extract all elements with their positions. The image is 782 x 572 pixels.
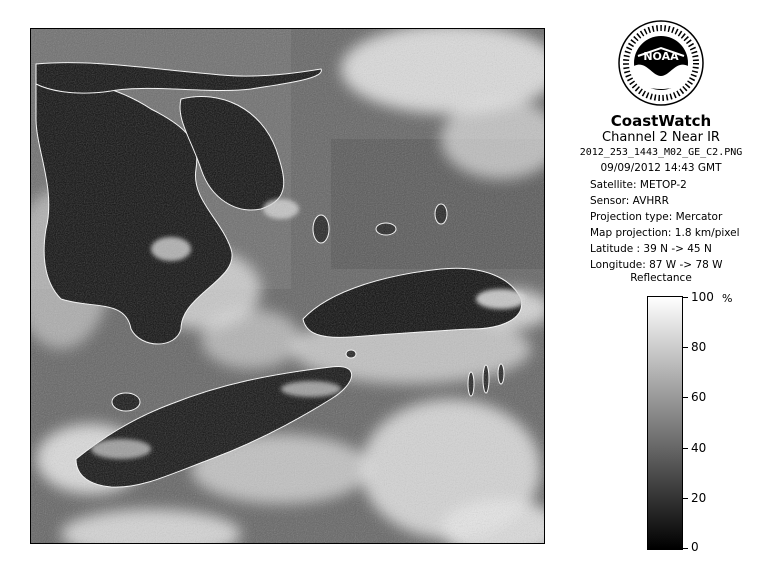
colorbar-tick-label: 40 xyxy=(691,441,707,455)
logo-center-text: NOAA xyxy=(643,50,679,63)
colorbar-tick-label: 100 xyxy=(691,290,714,304)
sensor-text: Sensor: AVHRR xyxy=(590,195,669,207)
projection-type-text: Projection type: Mercator xyxy=(590,211,723,223)
colorbar-tick-label: 80 xyxy=(691,340,707,354)
noaa-logo xyxy=(618,20,704,106)
colorbar-tick xyxy=(682,297,688,298)
satellite-text: Satellite: METOP-2 xyxy=(590,179,687,191)
colorbar-unit: % xyxy=(722,292,733,305)
reflectance-colorbar xyxy=(647,296,683,550)
colorbar-tick xyxy=(682,498,688,499)
colorbar-tick xyxy=(682,448,688,449)
colorbar-tick-label: 0 xyxy=(691,540,699,554)
colorbar-title: Reflectance xyxy=(630,272,692,284)
satellite-image xyxy=(30,28,545,544)
colorbar-tick-label: 20 xyxy=(691,491,707,505)
channel-title: Channel 2 Near IR xyxy=(602,130,720,145)
longitude-text: Longitude: 87 W -> 78 W xyxy=(590,259,723,271)
colorbar-tick xyxy=(682,397,688,398)
map-projection-text: Map projection: 1.8 km/pixel xyxy=(590,227,740,239)
colorbar-tick-label: 60 xyxy=(691,390,707,404)
latitude-text: Latitude : 39 N -> 45 N xyxy=(590,243,712,255)
brand-title: CoastWatch xyxy=(610,112,712,130)
file-name: 2012_253_1443_M02_GE_C2.PNG xyxy=(579,147,743,158)
datetime-text: 09/09/2012 14:43 GMT xyxy=(600,162,722,174)
colorbar-tick xyxy=(682,548,688,549)
colorbar-tick xyxy=(682,347,688,348)
